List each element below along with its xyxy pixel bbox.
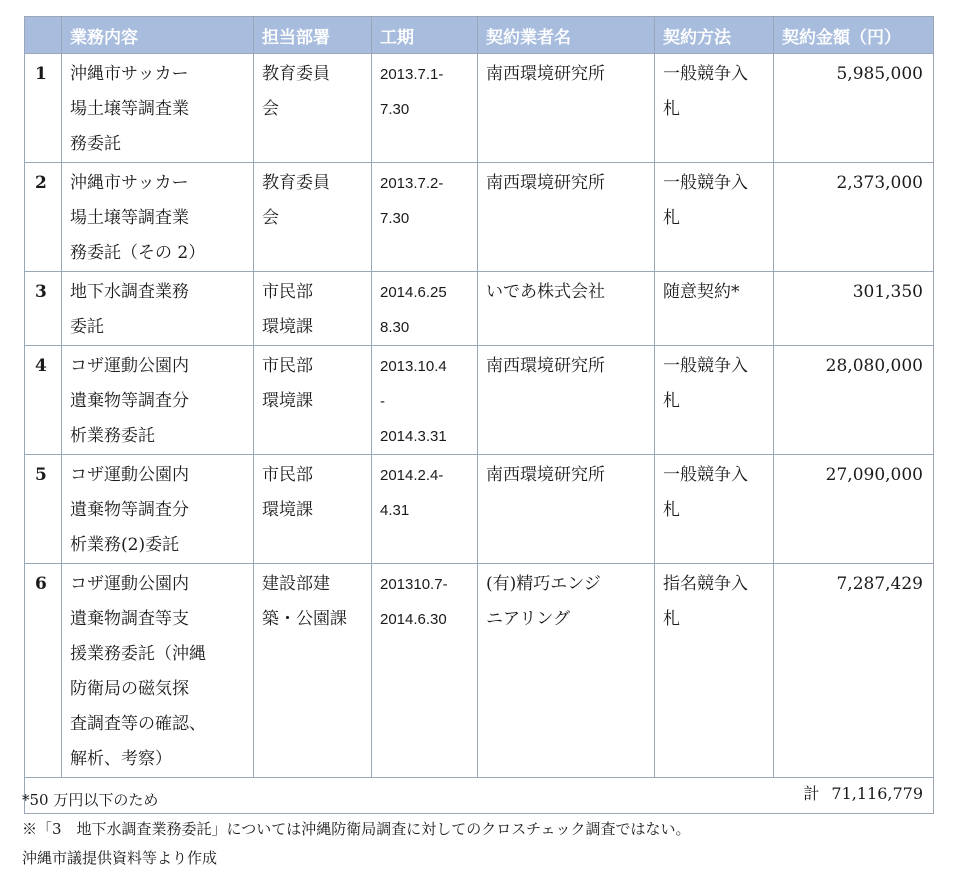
- table-row: [25, 564, 934, 778]
- method-cell-line: 一般競争入: [663, 173, 748, 193]
- period-cell-line: 2013.7.1-: [380, 66, 444, 83]
- dept-cell-line: 環境課: [262, 500, 313, 520]
- header-cell-period: 工期: [372, 17, 478, 54]
- contractor-cell-line: 南西環境研究所: [486, 64, 605, 84]
- task-cell-line: 遺棄物等調査分: [70, 391, 189, 411]
- task-cell-line: 解析、考察）: [70, 749, 172, 769]
- dept-cell-line: 環境課: [262, 317, 313, 337]
- period-cell: [372, 564, 478, 778]
- task-cell-line: 援業務委託（沖縄: [70, 644, 206, 664]
- table-body: [25, 54, 934, 778]
- method-cell-line: 随意契約*: [663, 282, 740, 302]
- method-cell-line: 札: [663, 208, 680, 228]
- method-cell-line: 指名競争入: [663, 574, 748, 594]
- method-cell: [655, 163, 774, 272]
- task-cell-line: 析業務(2)委託: [70, 535, 180, 555]
- period-cell-line: 2014.2.4-: [380, 467, 444, 484]
- method-cell: [655, 455, 774, 564]
- contractor-cell-line: 南西環境研究所: [486, 356, 605, 376]
- amount-cell: 2,373,000: [774, 163, 934, 272]
- note-source: 沖縄市議提供資料等より作成: [22, 849, 218, 867]
- header-cell-contractor: 契約業者名: [478, 17, 655, 54]
- note-cross-check: ※「3 地下水調査業務委託」については沖縄防衛局調査に対してのクロスチェック調査ではない。: [22, 820, 691, 838]
- dept-cell-line: 市民部: [262, 282, 313, 302]
- dept-cell-line: 環境課: [262, 391, 313, 411]
- period-cell-line: 7.30: [380, 210, 410, 227]
- task-cell: [62, 163, 254, 272]
- contractor-cell: [478, 272, 655, 346]
- amount-cell: 301,350: [774, 272, 934, 346]
- period-cell-line: 201310.7-: [380, 576, 448, 593]
- task-cell: [62, 272, 254, 346]
- amount-cell: 28,080,000: [774, 346, 934, 455]
- table-row: [25, 455, 934, 564]
- dept-cell-line: 建設部建: [262, 574, 330, 594]
- task-cell-line: 委託: [70, 317, 104, 337]
- task-cell-line: コザ運動公園内: [70, 356, 189, 376]
- method-cell-line: 一般競争入: [663, 64, 748, 84]
- method-cell-line: 札: [663, 609, 680, 629]
- header-row: [25, 17, 934, 54]
- task-cell-line: 査調査等の確認、: [70, 714, 206, 734]
- table-row: [25, 163, 934, 272]
- contractor-cell: [478, 54, 655, 163]
- amount-cell: 7,287,429: [774, 564, 934, 778]
- dept-cell: [254, 455, 372, 564]
- dept-cell: [254, 54, 372, 163]
- task-cell-line: 務委託: [70, 134, 121, 154]
- method-cell-line: 一般競争入: [663, 356, 748, 376]
- task-cell-line: 遺棄物調査等支: [70, 609, 189, 629]
- contractor-cell-line: 南西環境研究所: [486, 173, 605, 193]
- contractor-cell: [478, 455, 655, 564]
- dept-cell-line: 市民部: [262, 465, 313, 485]
- task-cell-line: 務委託（その 2）: [70, 243, 206, 263]
- task-cell-line: 地下水調査業務: [70, 282, 189, 302]
- amount-cell: 5,985,000: [774, 54, 934, 163]
- period-cell-line: 2014.6.30: [380, 611, 447, 628]
- row-number-cell: 4: [25, 346, 62, 455]
- row-number-cell: 6: [25, 564, 62, 778]
- row-number-cell: 5: [25, 455, 62, 564]
- table-row: [25, 54, 934, 163]
- task-cell-line: 防衛局の磁気探: [70, 679, 189, 699]
- total-label: 計: [803, 784, 820, 803]
- method-cell: [655, 346, 774, 455]
- dept-cell-line: 会: [262, 208, 279, 228]
- period-cell: [372, 272, 478, 346]
- dept-cell-line: 教育委員: [262, 64, 330, 84]
- method-cell: [655, 564, 774, 778]
- contracts-table: [24, 16, 934, 814]
- header-cell-method: 契約方法: [655, 17, 774, 54]
- table-row: [25, 346, 934, 455]
- task-cell-line: コザ運動公園内: [70, 465, 189, 485]
- method-cell-line: 札: [663, 391, 680, 411]
- table-row: [25, 272, 934, 346]
- task-cell-line: 遺棄物等調査分: [70, 500, 189, 520]
- period-cell: [372, 455, 478, 564]
- task-cell-line: 場土壌等調査業: [70, 99, 189, 119]
- dept-cell-line: 築・公園課: [262, 609, 347, 629]
- dept-cell: [254, 346, 372, 455]
- dept-cell: [254, 272, 372, 346]
- method-cell: [655, 54, 774, 163]
- notes: [22, 786, 691, 873]
- contractor-cell-line: いであ株式会社: [486, 282, 605, 302]
- period-cell-line: 2014.6.25: [380, 284, 447, 301]
- period-cell-line: 4.31: [380, 502, 410, 519]
- row-number-cell: 2: [25, 163, 62, 272]
- task-cell: [62, 54, 254, 163]
- task-cell-line: 場土壌等調査業: [70, 208, 189, 228]
- period-cell-line: 2014.3.31: [380, 428, 447, 445]
- dept-cell-line: 教育委員: [262, 173, 330, 193]
- header-cell-no: [25, 17, 62, 54]
- task-cell-line: 沖縄市サッカー: [70, 64, 189, 84]
- contractor-cell-line: ニアリング: [486, 609, 570, 629]
- header-cell-task: 業務内容: [62, 17, 254, 54]
- period-cell-line: 2013.7.2-: [380, 175, 444, 192]
- contractor-cell: [478, 163, 655, 272]
- row-number-cell: 1: [25, 54, 62, 163]
- method-cell-line: 札: [663, 99, 680, 119]
- task-cell-line: 沖縄市サッカー: [70, 173, 189, 193]
- method-cell: [655, 272, 774, 346]
- contractor-cell: [478, 346, 655, 455]
- period-cell-line: 2013.10.4: [380, 358, 447, 375]
- dept-cell: [254, 564, 372, 778]
- amount-cell: 27,090,000: [774, 455, 934, 564]
- period-cell: [372, 54, 478, 163]
- header-cell-amount: 契約金額（円）: [774, 17, 934, 54]
- row-number-cell: 3: [25, 272, 62, 346]
- dept-cell-line: 会: [262, 99, 279, 119]
- header-cell-dept: 担当部署: [254, 17, 372, 54]
- method-cell-line: 一般競争入: [663, 465, 748, 485]
- period-cell: [372, 346, 478, 455]
- task-cell: [62, 346, 254, 455]
- task-cell: [62, 455, 254, 564]
- dept-cell-line: 市民部: [262, 356, 313, 376]
- dept-cell: [254, 163, 372, 272]
- task-cell-line: 析業務委託: [70, 426, 155, 446]
- task-cell: [62, 564, 254, 778]
- task-cell-line: コザ運動公園内: [70, 574, 189, 594]
- note-under-500k: *50 万円以下のため: [22, 791, 159, 809]
- contractor-cell: [478, 564, 655, 778]
- contractor-cell-line: 南西環境研究所: [486, 465, 605, 485]
- period-cell: [372, 163, 478, 272]
- total-value: 71,116,779: [831, 784, 923, 803]
- period-cell-line: -: [380, 393, 385, 410]
- period-cell-line: 7.30: [380, 101, 410, 118]
- method-cell-line: 札: [663, 500, 680, 520]
- period-cell-line: 8.30: [380, 319, 410, 336]
- contractor-cell-line: (有)精巧エンジ: [486, 574, 601, 594]
